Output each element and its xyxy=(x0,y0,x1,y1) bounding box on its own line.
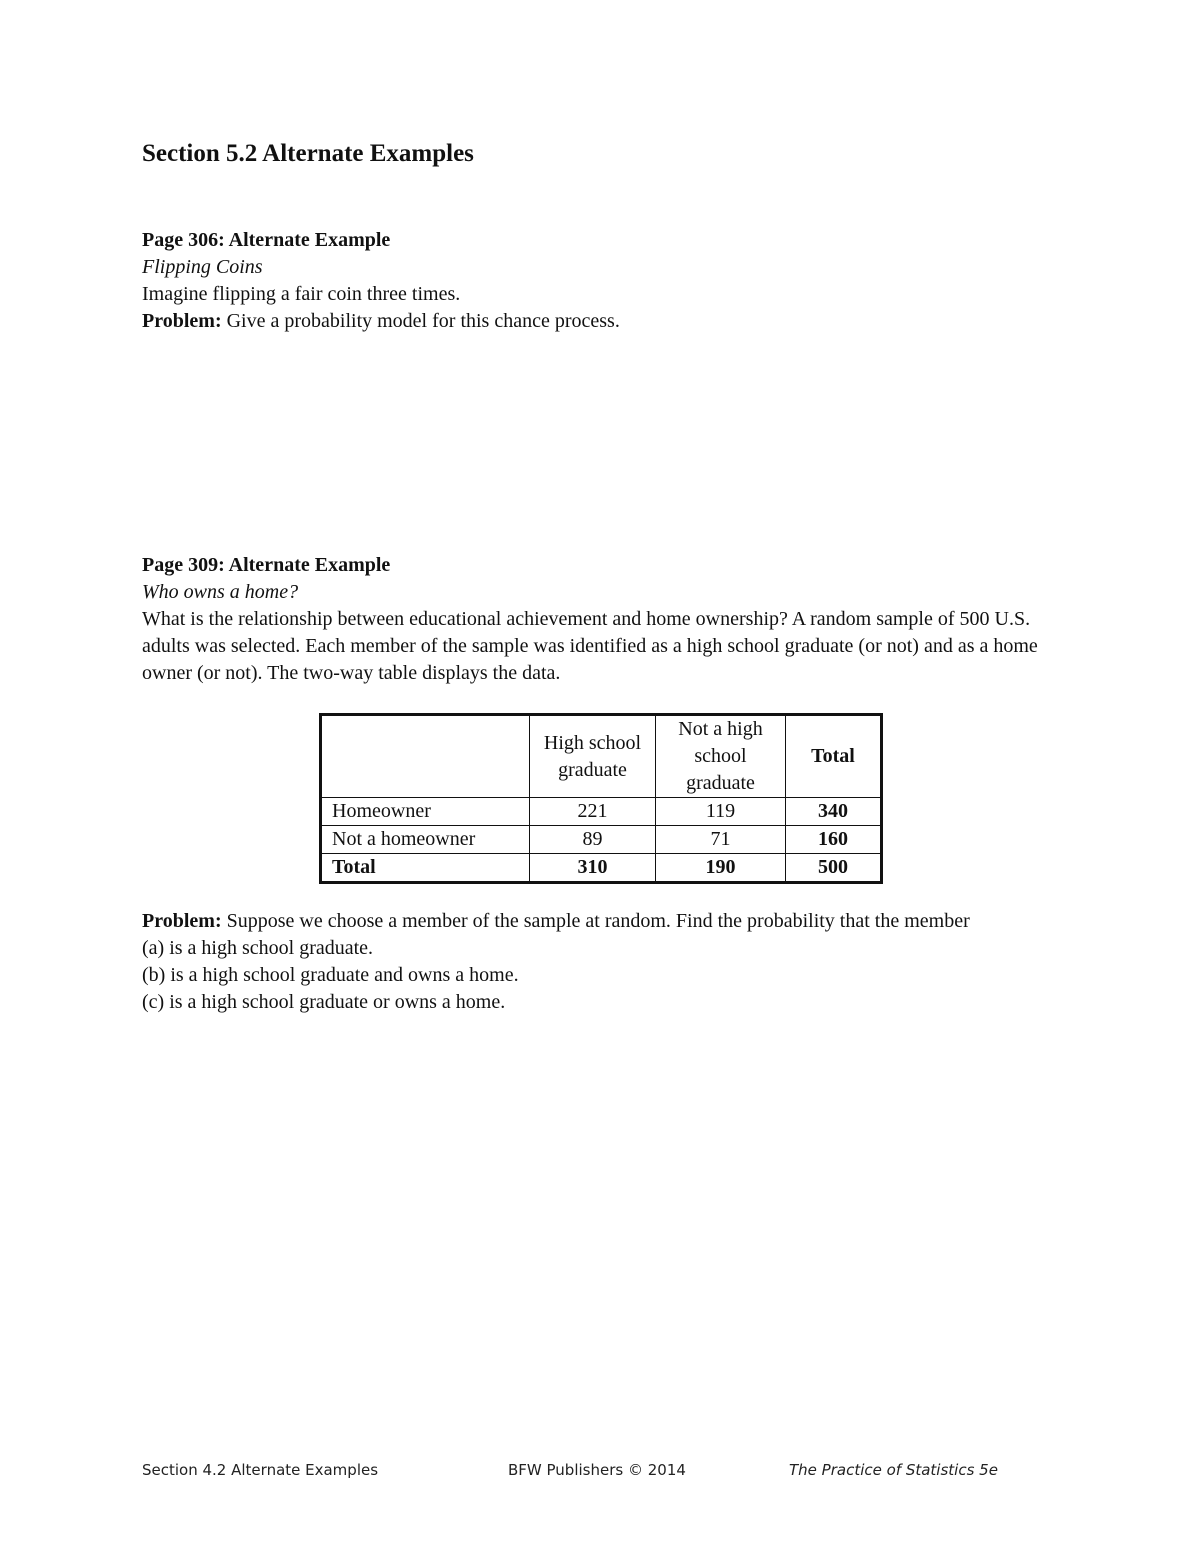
example-home-ownership xyxy=(142,552,1052,687)
table-header-row xyxy=(321,715,882,798)
table-cell: 89 xyxy=(530,826,656,854)
page-title: Section 5.2 Alternate Examples xyxy=(142,140,474,167)
footer-book-title: The Practice of Statistics 5e xyxy=(789,1461,998,1479)
example-subtitle: Flipping Coins xyxy=(142,256,263,278)
example-flipping-coins xyxy=(142,227,1052,335)
row-label-not-homeowner: Not a homeowner xyxy=(321,826,530,854)
column-header-not-hs-graduate: Not a high school graduate xyxy=(656,715,786,798)
column-header-total: Total xyxy=(786,715,882,798)
table-cell-grand-total: 500 xyxy=(786,854,882,883)
example-heading: Page 309: Alternate Example xyxy=(142,554,391,576)
example-text: What is the relationship between educational achievement and home ownership? A random sample of 500 U.S. adults was selected. Each member of the sample was identified as a high school graduate (or not) and as a home owner (or not). The two-way table displays the data. xyxy=(142,608,1038,684)
row-label-homeowner: Homeowner xyxy=(321,798,530,826)
example-subtitle: Who owns a home? xyxy=(142,581,299,603)
problem-statement xyxy=(142,308,1052,335)
table-cell-total: 190 xyxy=(656,854,786,883)
table-cell: 119 xyxy=(656,798,786,826)
problem-text: Suppose we choose a member of the sample at random. Find the probability that the member xyxy=(221,910,970,932)
footer-publisher: BFW Publishers © 2014 xyxy=(508,1461,686,1479)
example-text: Imagine flipping a fair coin three times. xyxy=(142,283,461,305)
table-cell: 221 xyxy=(530,798,656,826)
column-header-hs-graduate: High school graduate xyxy=(530,715,656,798)
problem-label: Problem: xyxy=(142,310,222,332)
problem-statement xyxy=(142,908,1052,935)
row-label-total: Total xyxy=(321,854,530,883)
table-row xyxy=(321,798,882,826)
problem-home-ownership xyxy=(142,908,1052,1016)
table-cell: 71 xyxy=(656,826,786,854)
problem-part-c: (c) is a high school graduate or owns a home. xyxy=(142,991,506,1013)
problem-label: Problem: xyxy=(142,910,222,932)
table-corner-cell xyxy=(321,715,530,798)
table-row xyxy=(321,826,882,854)
table-cell-total: 160 xyxy=(786,826,882,854)
problem-part-a: (a) is a high school graduate. xyxy=(142,937,374,959)
problem-text: Give a probability model for this chance process. xyxy=(221,310,620,332)
problem-part-b: (b) is a high school graduate and owns a home. xyxy=(142,964,519,986)
table-cell-total: 340 xyxy=(786,798,882,826)
footer-section: Section 4.2 Alternate Examples xyxy=(142,1461,379,1479)
two-way-table xyxy=(319,713,883,884)
table-cell-total: 310 xyxy=(530,854,656,883)
table-row-total xyxy=(321,854,882,883)
example-heading: Page 306: Alternate Example xyxy=(142,229,391,251)
